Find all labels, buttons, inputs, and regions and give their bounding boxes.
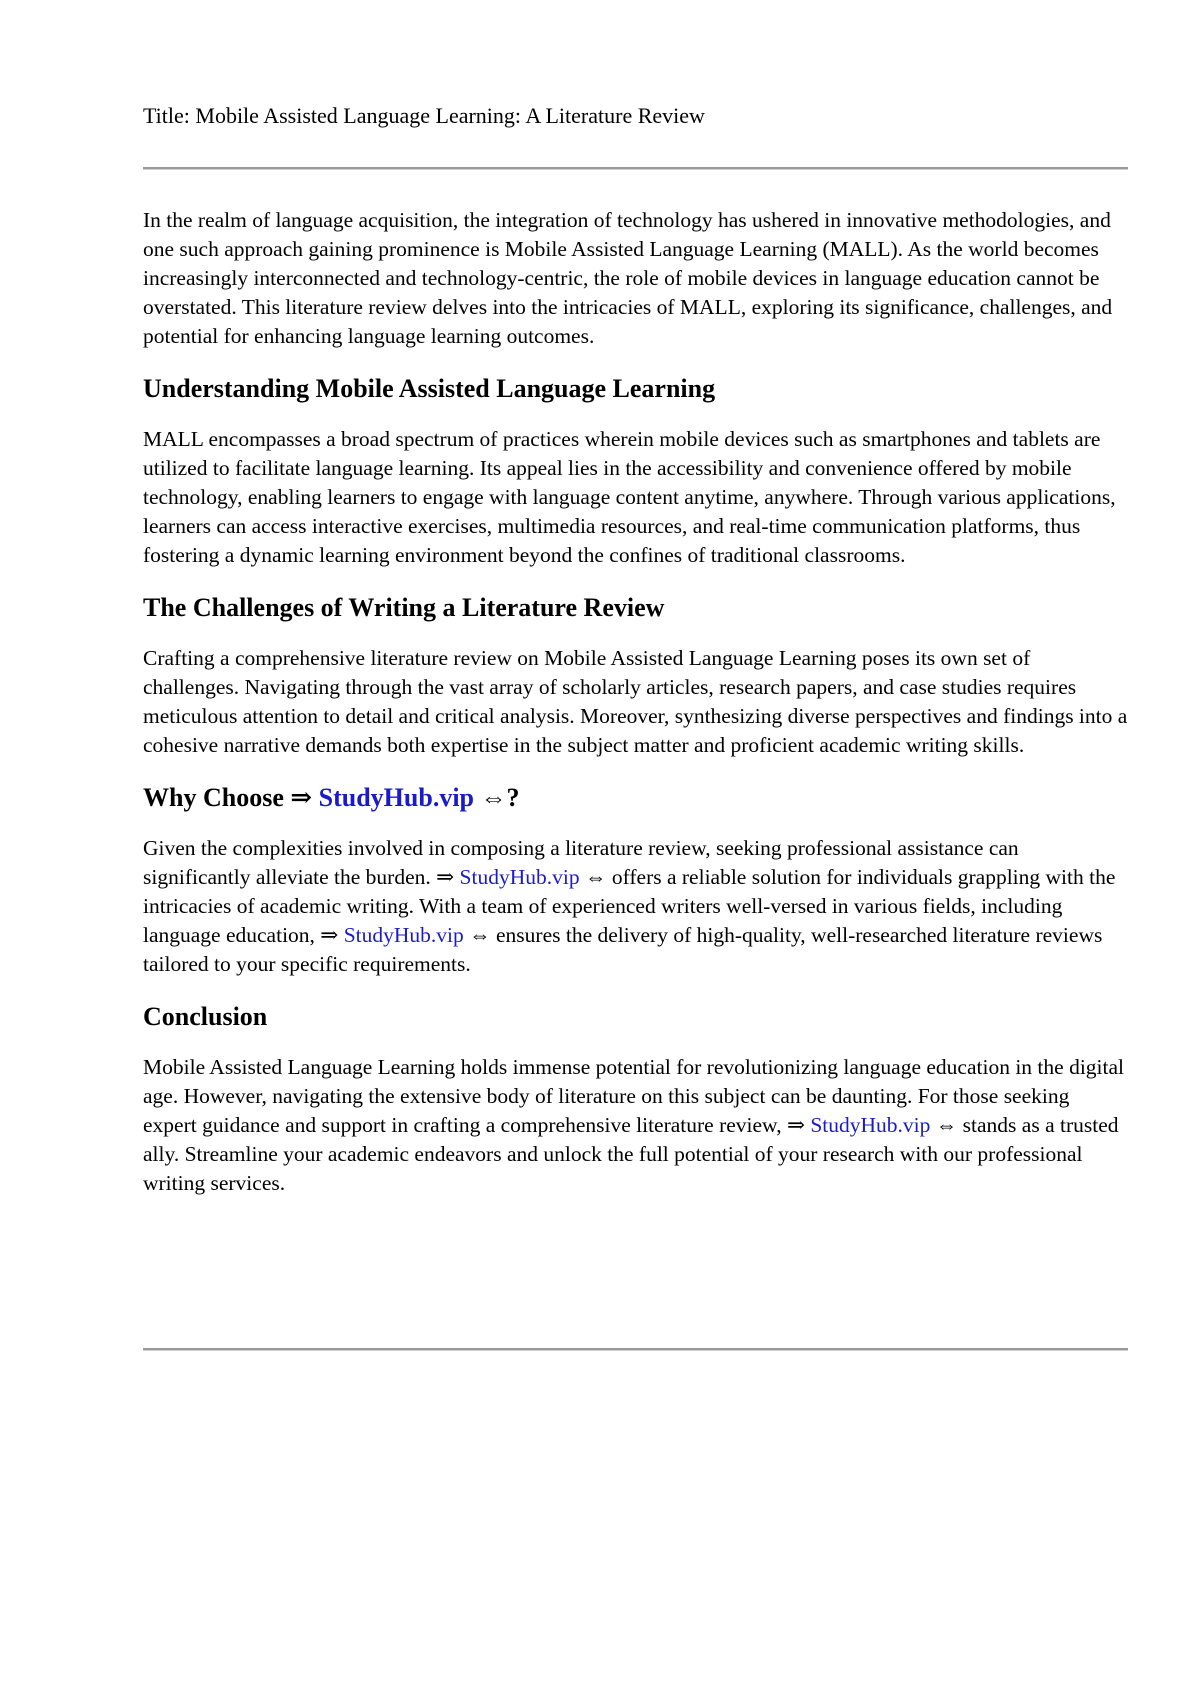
studyhub-link-2[interactable]: StudyHub.vip: [343, 923, 464, 947]
section-body-conclusion: [143, 1053, 1128, 1198]
section-heading-understanding: Understanding Mobile Assisted Language Learning: [143, 374, 716, 403]
document-body: [143, 206, 1128, 1198]
section-heading-challenges: The Challenges of Writing a Literature Review: [143, 593, 665, 622]
studyhub-link-1[interactable]: StudyHub.vip: [459, 865, 580, 889]
section-body-understanding: MALL encompasses a broad spectrum of practices wherein mobile devices such as smartphones and tablets are utilized to facilitate language learning. Its appeal lies in the accessibility and convenience offered by mobile technology, enabling learners to engage with language content anytime, anywhere. Through various applications, learners can access interactive exercises, multimedia resources, and real-time communication platforms, thus fostering a dynamic learning environment beyond the confines of traditional classrooms.: [143, 427, 1116, 567]
why-body-part1: Given the complexities involved in composing a literature review, seeking professional assistance can significantly alleviate the burden. ⇒: [143, 836, 1019, 889]
conclusion-body-part1: Mobile Assisted Language Learning holds immense potential for revolutionizing language education in the digital age. However, navigating the extensive body of literature on this subject can be daunting. For those seeking expert guidance and support in crafting a comprehensive literature review, ⇒: [143, 1055, 1125, 1137]
intro-paragraph: In the realm of language acquisition, the integration of technology has ushered in innovative methodologies, and one such approach gaining prominence is Mobile Assisted Language Learning (MALL). As the world becomes increasingly interconnected and technology-centric, the role of mobile devices in language education cannot be overstated. This literature review delves into the intricacies of MALL, exploring its significance, challenges, and potential for enhancing language learning outcomes.: [143, 208, 1113, 348]
section-body-challenges: Crafting a comprehensive literature review on Mobile Assisted Language Learning poses its own set of challenges. Navigating through the vast array of scholarly articles, research papers, and case studies requires meticulous attention to detail and critical analysis. Moreover, synthesizing diverse perspectives and findings into a cohesive narrative demands both expertise in the subject matter and proficient academic writing skills.: [143, 646, 1128, 757]
top-divider: [143, 167, 1128, 170]
heading-text-pre: Why Choose ⇒: [143, 783, 319, 812]
heading-text-post: ⇔?: [474, 783, 520, 812]
section-body-why-choose: [143, 834, 1128, 979]
section-heading-why-choose: [143, 782, 1128, 814]
bottom-divider: [143, 1348, 1128, 1351]
why-body-part3: ⇔ ensures the delivery of high-quality, well-researched literature reviews tailored to your specific requirements.: [143, 923, 1103, 976]
section-heading-conclusion: Conclusion: [143, 1002, 268, 1031]
document-title: Title: Mobile Assisted Language Learning: A Literature Review: [143, 103, 705, 128]
heading-studyhub-link[interactable]: StudyHub.vip: [318, 783, 475, 812]
why-body-part2: ⇔ offers a reliable solution for individuals grappling with the intricacies of academic writing. With a team of experienced writers well-versed in various fields, including language education, ⇒: [143, 865, 1116, 947]
studyhub-link-3[interactable]: StudyHub.vip: [810, 1113, 931, 1137]
conclusion-body-part2: ⇔ stands as a trusted ally. Streamline your academic endeavors and unlock the full potential of your research with our professional writing services.: [143, 1113, 1119, 1195]
